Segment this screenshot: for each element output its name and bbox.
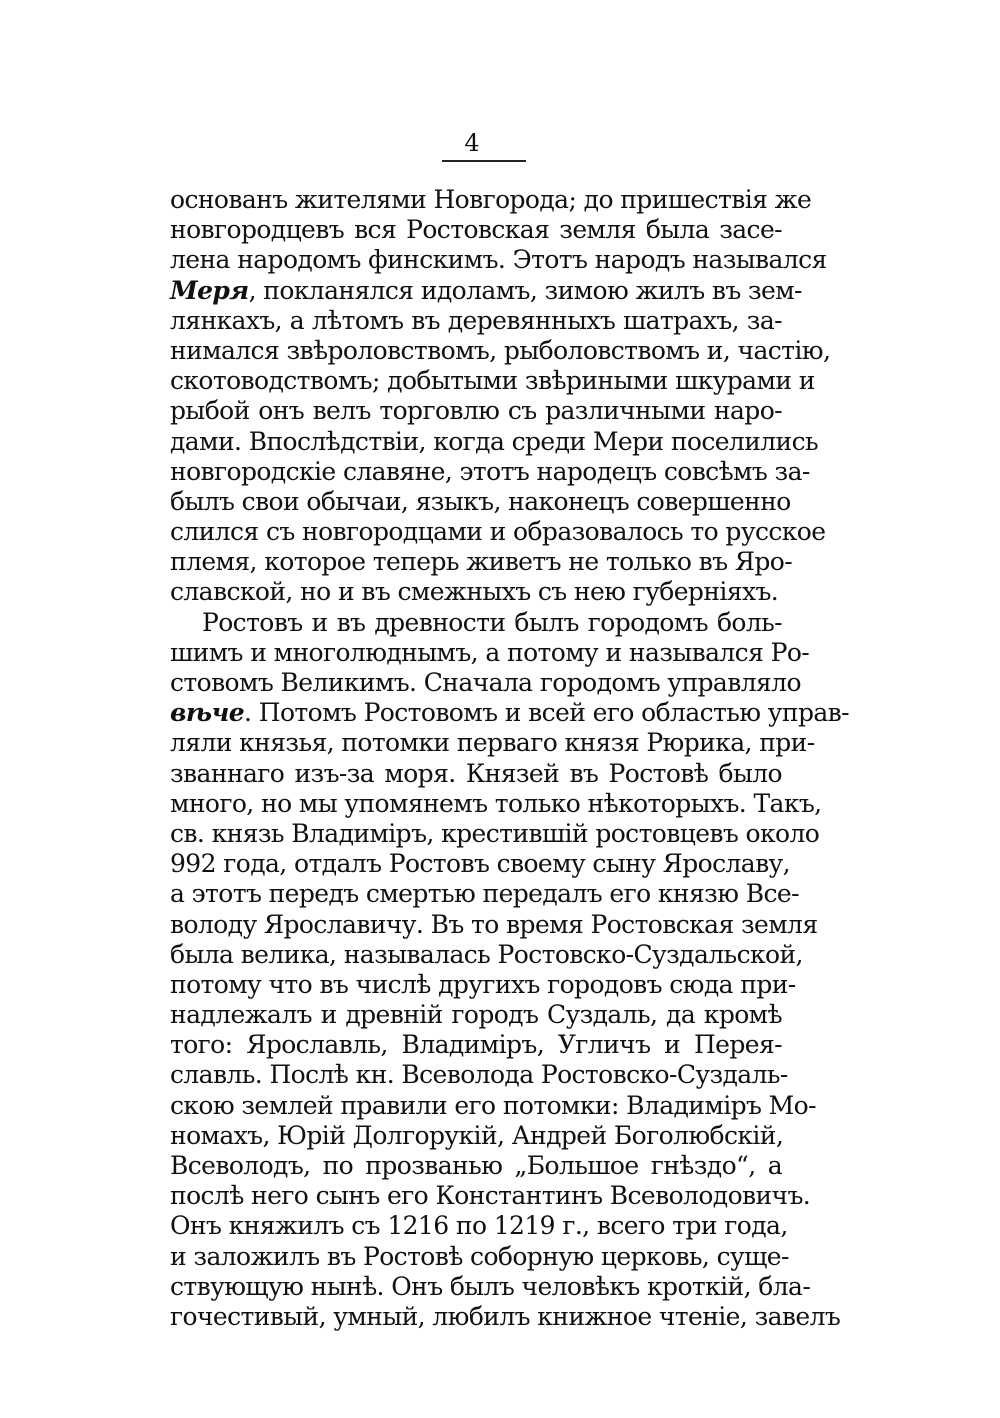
text-line: послѣ него сынъ его Константинъ Всеволодовичъ. bbox=[170, 1181, 811, 1211]
text-line: Меря, покланялся идоламъ, зимою жилъ въ зем- bbox=[170, 275, 802, 305]
text-line: лена народомъ финскимъ. Этотъ народъ назывался bbox=[170, 245, 827, 275]
text-line: 992 года, отдалъ Ростовъ своему сыну Ярославу, bbox=[170, 849, 791, 879]
text-line: лянкахъ, а лѣтомъ въ деревянныхъ шатрахъ, за- bbox=[170, 305, 782, 335]
paragraph-1 bbox=[170, 185, 831, 608]
text-line: много, но мы упомянемъ только нѣкоторыхъ. Такъ, bbox=[170, 788, 822, 818]
text-line: гочестивый, умный, любилъ книжное чтеніе, завелъ bbox=[170, 1301, 841, 1331]
text-line: званнаго изъ-за моря. Князей въ Ростовѣ было bbox=[170, 758, 782, 788]
text-line: ляли князья, потомки перваго князя Рюрика, при- bbox=[170, 728, 815, 758]
page-number: 4 bbox=[464, 129, 480, 157]
text-line: славской, но и въ смежныхъ съ нею губерніяхъ. bbox=[170, 577, 779, 607]
text-line: а этотъ передъ смертью передалъ его князю Все- bbox=[170, 879, 799, 909]
text-line: Ростовъ и въ древности былъ городомъ боль- bbox=[202, 607, 782, 637]
emphasis-term: Меря bbox=[170, 275, 249, 305]
text-line: того: Ярославль, Владиміръ, Угличъ и Перея- bbox=[170, 1030, 782, 1060]
emphasis-term: вѣче bbox=[170, 698, 245, 728]
text-line: скотоводствомъ; добытыми звѣриными шкурами и bbox=[170, 366, 815, 396]
text-line: славль. Послѣ кн. Всеволода Ростовско-Суздаль- bbox=[170, 1060, 788, 1090]
text-line: скою землей правили его потомки: Владиміръ Мо- bbox=[170, 1090, 816, 1120]
header-rule bbox=[442, 160, 526, 162]
text-line: нимался звѣроловствомъ, рыболовствомъ и, частію, bbox=[170, 335, 831, 365]
text-line: ствующую нынѣ. Онъ былъ человѣкъ кроткій, бла- bbox=[170, 1271, 811, 1301]
text-line: племя, которое теперь живетъ не только въ Яро- bbox=[170, 547, 793, 577]
text-line: володу Ярославичу. Въ то время Ростовская земля bbox=[170, 909, 818, 939]
text-line: слился съ новгородцами и образовалось то русское bbox=[170, 517, 826, 547]
text-line: Всеволодъ, по прозванью „Большое гнѣздо“, а bbox=[170, 1151, 782, 1180]
text-line: новгородскіе славяне, этотъ народецъ совсѣмъ за- bbox=[170, 456, 810, 486]
page-header bbox=[0, 128, 1000, 168]
text-line: шимъ и многолюднымъ, а потому и назывался Ро- bbox=[170, 637, 810, 667]
text-line: номахъ, Юрій Долгорукій, Андрей Боголюбскій, bbox=[170, 1120, 784, 1150]
paragraph-2 bbox=[170, 607, 849, 1333]
text-line: надлежалъ и древній городъ Суздаль, да кромѣ bbox=[170, 1000, 782, 1030]
text-line: вѣче. Потомъ Ростовомъ и всей его областью управ- bbox=[170, 698, 849, 728]
text-line: была велика, называлась Ростовско-Суздальской, bbox=[170, 939, 803, 969]
text-line: основанъ жителями Новгорода; до пришествія же bbox=[170, 185, 812, 214]
text-line: дами. Впослѣдствіи, когда среди Мери поселились bbox=[170, 426, 819, 456]
text-line: рыбой онъ велъ торговлю съ различными наро- bbox=[170, 396, 782, 426]
text-line: стовомъ Великимъ. Сначала городомъ управляло bbox=[170, 668, 801, 697]
text-line: новгородцевъ вся Ростовская земля была засе- bbox=[170, 215, 782, 245]
body-text bbox=[170, 185, 849, 1332]
text-line: св. князь Владиміръ, крестившій ростовцевъ около bbox=[170, 818, 820, 848]
text-line: Онъ княжилъ съ 1216 по 1219 г., всего три года, bbox=[170, 1211, 788, 1241]
text-line: былъ свои обычаи, языкъ, наконецъ совершенно bbox=[170, 486, 791, 516]
text-line: потому что въ числѣ другихъ городовъ сюда при- bbox=[170, 969, 796, 999]
text-line: и заложилъ въ Ростовѣ соборную церковь, суще- bbox=[170, 1241, 789, 1271]
